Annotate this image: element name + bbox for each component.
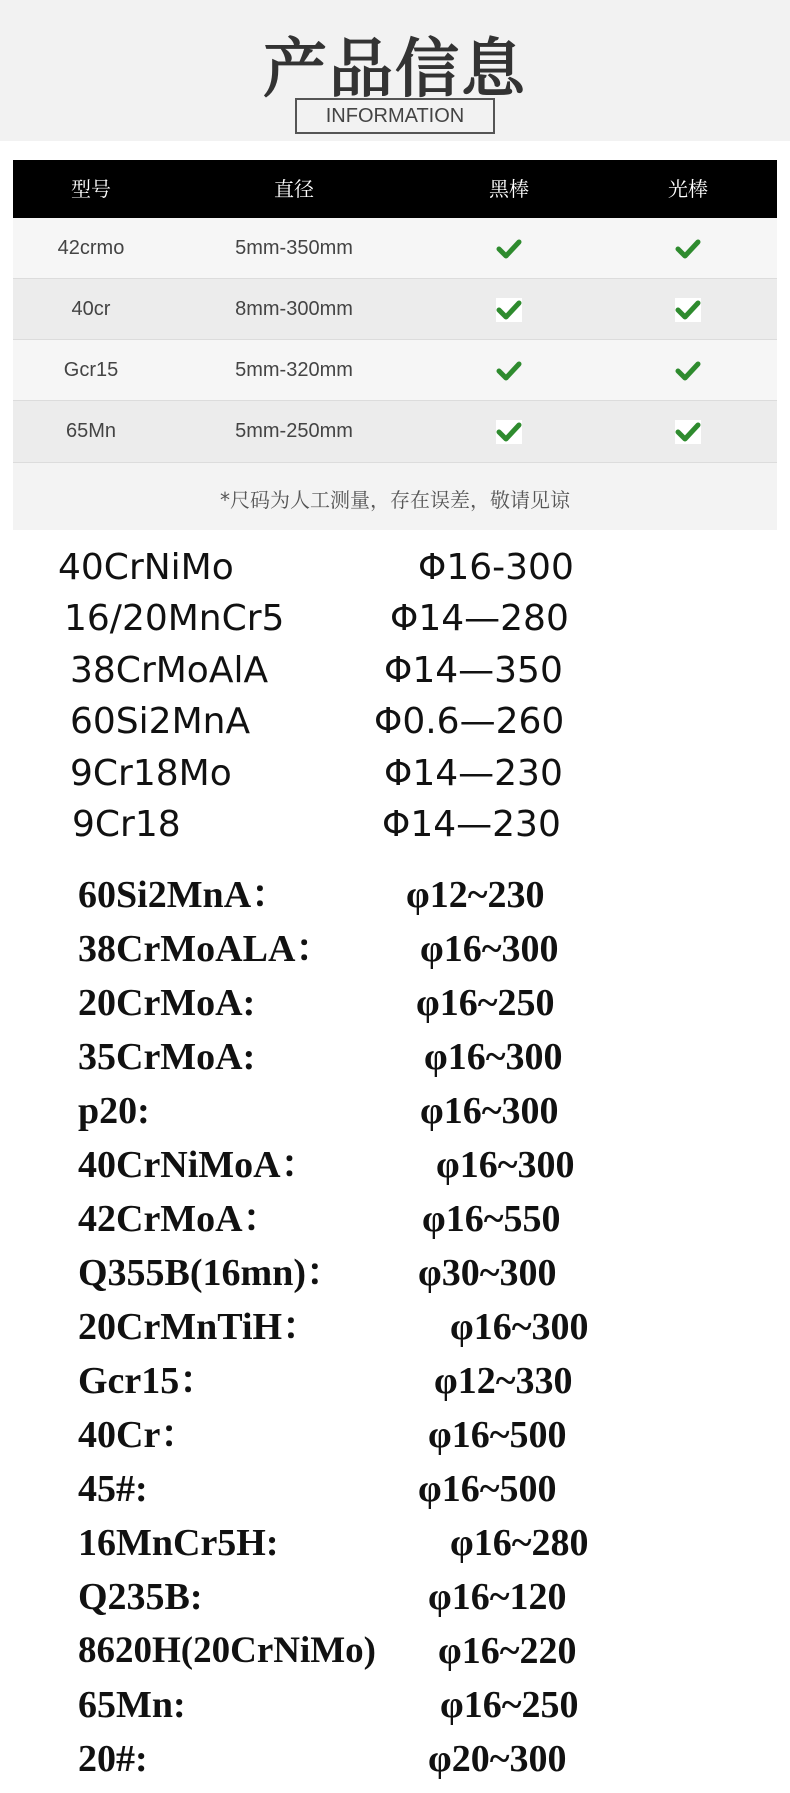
grade-label: 42CrMoA：	[78, 1198, 281, 1240]
check-icon	[673, 356, 703, 386]
grade-label: 20CrMnTiH：	[78, 1306, 321, 1348]
table-note: *尺码为人工测量，存在误差，敬请见谅	[220, 488, 570, 512]
diameter-cell: 5mm-350mm	[235, 237, 353, 259]
grade-label: 40CrNiMoA：	[78, 1144, 319, 1186]
model-cell: 65Mn	[65, 420, 117, 442]
table-row	[13, 218, 777, 279]
diameter-range: φ16~250	[440, 1684, 579, 1726]
diameter-range: Φ14—280	[390, 598, 569, 639]
column-header-model: 型号	[71, 177, 111, 201]
diameter-range: Φ16-300	[418, 547, 574, 588]
check-icon	[494, 417, 524, 447]
grade-label: 45#:	[78, 1468, 148, 1510]
page-title: 产品信息	[263, 33, 527, 107]
grade-label: 20CrMoA:	[78, 982, 256, 1024]
grade-label: 9Cr18	[72, 804, 181, 845]
diameter-range: φ16~250	[416, 982, 555, 1024]
grade-label: 16MnCr5H:	[78, 1522, 279, 1564]
table-row	[13, 279, 777, 340]
grade-label: 65Mn:	[78, 1684, 186, 1726]
diameter-range: φ16~300	[424, 1036, 563, 1078]
diameter-range: φ16~500	[428, 1414, 567, 1456]
grade-label: Gcr15：	[78, 1360, 218, 1402]
table-header	[13, 160, 777, 218]
diameter-range: Φ0.6—260	[374, 701, 565, 742]
check-icon	[673, 295, 703, 325]
check-icon	[494, 295, 524, 325]
diameter-range: φ12~230	[406, 874, 545, 916]
model-cell: Gcr15	[63, 359, 119, 381]
column-header-bright-bar: 光棒	[668, 177, 708, 201]
diameter-range: Φ14—230	[382, 804, 561, 845]
grade-label: 9Cr18Mo	[70, 753, 232, 794]
diameter-cell: 5mm-250mm	[235, 420, 353, 442]
model-cell: 40cr	[71, 298, 111, 320]
diameter-range: φ16~220	[438, 1630, 577, 1672]
check-icon	[673, 234, 703, 264]
grade-label: p20:	[78, 1090, 150, 1132]
diameter-range: Φ14—230	[384, 753, 563, 794]
grade-label: 38CrMoAlA	[70, 650, 269, 691]
grade-label: Q355B(16mn)：	[78, 1252, 345, 1294]
grade-label: 38CrMoALA：	[78, 928, 334, 970]
grade-label: 60Si2MnA	[70, 701, 251, 742]
grade-label: 20#:	[78, 1738, 148, 1780]
information-badge: INFORMATION	[295, 98, 495, 134]
check-icon	[673, 417, 703, 447]
diameter-range: φ30~300	[418, 1252, 557, 1294]
check-icon	[494, 356, 524, 386]
grade-label: 60Si2MnA：	[78, 874, 290, 916]
diameter-range: φ16~300	[420, 928, 559, 970]
diameter-range: Φ14—350	[384, 650, 563, 691]
diameter-range: φ12~330	[434, 1360, 573, 1402]
header-banner	[0, 0, 790, 141]
diameter-range: φ16~550	[422, 1198, 561, 1240]
diameter-range: φ16~120	[428, 1576, 567, 1618]
table-row	[13, 401, 777, 463]
column-header-diameter: 直径	[274, 177, 314, 201]
check-icon	[494, 234, 524, 264]
diameter-cell: 8mm-300mm	[235, 298, 353, 320]
diameter-range: φ16~280	[450, 1522, 589, 1564]
grade-label: 40CrNiMo	[58, 547, 234, 588]
column-header-black-bar: 黑棒	[489, 177, 529, 201]
diameter-range: φ16~300	[420, 1090, 559, 1132]
diameter-range: φ16~300	[450, 1306, 589, 1348]
grade-label: 40Cr：	[78, 1414, 199, 1456]
diameter-range: φ16~500	[418, 1468, 557, 1510]
diameter-cell: 5mm-320mm	[235, 359, 353, 381]
model-cell: 42crmo	[57, 237, 125, 259]
product-table	[13, 160, 777, 530]
diameter-range: φ20~300	[428, 1738, 567, 1780]
grade-label: 16/20MnCr5	[64, 598, 285, 639]
table-row	[13, 340, 777, 401]
grade-label: 35CrMoA:	[78, 1036, 256, 1078]
diameter-range: φ16~300	[436, 1144, 575, 1186]
grade-label: Q235B:	[78, 1576, 203, 1618]
grade-label: 8620H(20CrNiMo)	[78, 1630, 376, 1671]
